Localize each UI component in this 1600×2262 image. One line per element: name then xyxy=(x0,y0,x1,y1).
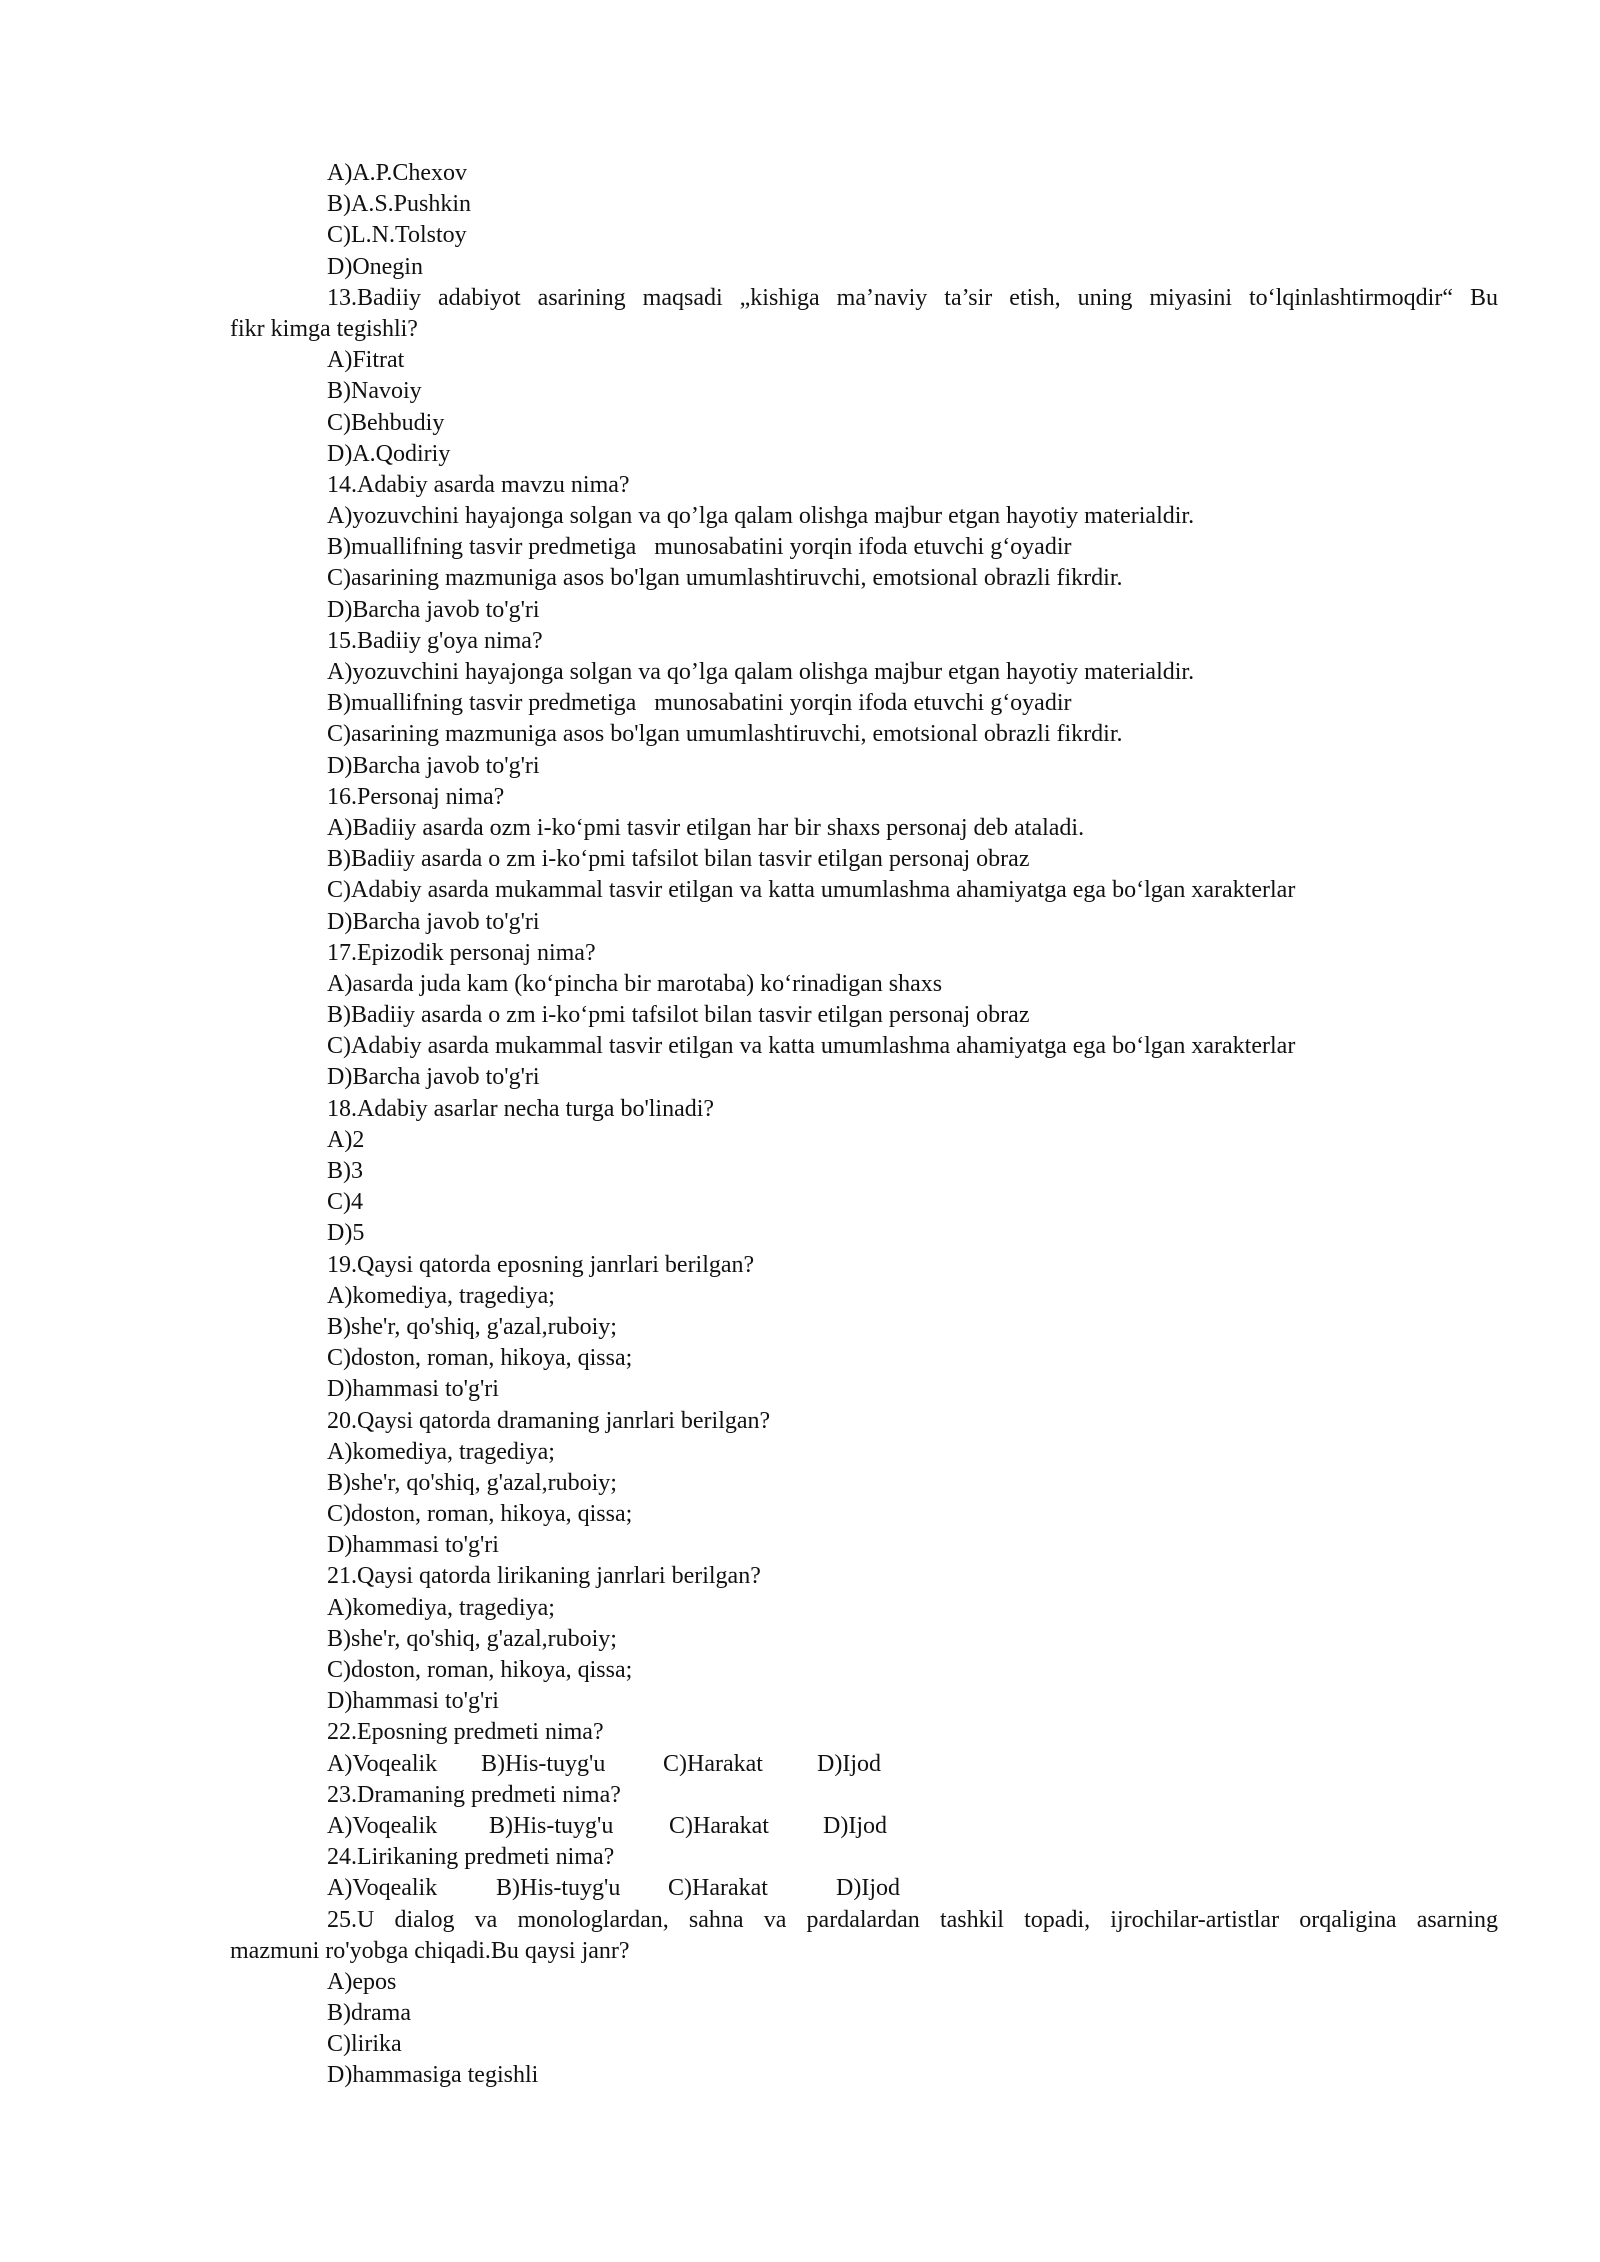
option-d: D)Onegin xyxy=(327,253,423,280)
option-b: B)she'r, qo'shiq, g'azal,ruboiy; xyxy=(327,1469,617,1496)
document-page xyxy=(0,158,1600,2092)
option-b: B)she'r, qo'shiq, g'azal,ruboiy; xyxy=(327,1625,617,1652)
option-c: C)asarining mazmuniga asos bo'lgan umumlashtiruvchi, emotsional obrazli fikrdir. xyxy=(327,565,1123,592)
option-c: C)doston, roman, hikoya, qissa; xyxy=(327,1501,633,1528)
option-a: A)2 xyxy=(327,1126,365,1153)
option-a: A)A.P.Chexov xyxy=(327,160,468,186)
option-a: A)yozuvchini hayajonga solgan va qo’lga qalam olishga majbur etgan hayotiy materialdir. xyxy=(327,503,1195,530)
question-25: 25.U dialog va monologlardan, sahna va pardalardan tashkil topadi, ijrochilar-artistlar orqaligina asarning xyxy=(327,1906,1498,1933)
options-row-24 xyxy=(0,1873,1600,1904)
option-d: D)hammasiga tegishli xyxy=(327,2062,539,2089)
option-d: D)Ijod xyxy=(836,1875,900,1902)
option-a: A)komediya, tragediya; xyxy=(327,1282,555,1309)
option-b: B)A.S.Pushkin xyxy=(327,191,472,218)
option-a: A)Badiiy asarda ozm i-ko‘pmi tasvir etilgan har bir shaxs personaj deb ataladi. xyxy=(327,814,1085,841)
question-20: 20.Qaysi qatorda dramaning janrlari berilgan? xyxy=(327,1407,771,1434)
option-a: A)Voqealik xyxy=(327,1875,438,1902)
option-c: C)Harakat xyxy=(668,1875,768,1902)
question-13-continued: fikr kimga tegishli? xyxy=(230,315,418,342)
option-b: B)Badiiy asarda o zm i-ko‘pmi tafsilot bilan tasvir etilgan personaj obraz xyxy=(327,846,1030,873)
options-row-22 xyxy=(0,1749,1600,1780)
option-b: B)Navoiy xyxy=(327,378,422,405)
option-d: D)hammasi to'g'ri xyxy=(327,1376,499,1403)
option-d: D)A.Qodiriy xyxy=(327,440,451,467)
option-c: C)Adabiy asarda mukammal tasvir etilgan va katta umumlashma ahamiyatga ega bo‘lgan xarakterlar xyxy=(327,1033,1296,1060)
question-24: 24.Lirikaning predmeti nima? xyxy=(327,1844,615,1871)
question-16: 16.Personaj nima? xyxy=(327,783,505,810)
option-d: D)hammasi to'g'ri xyxy=(327,1532,499,1559)
option-b: B)His-tuyg'u xyxy=(481,1750,606,1777)
option-b: B)drama xyxy=(327,2000,411,2027)
option-b: B)muallifning tasvir predmetiga munosabatini yorqin ifoda etuvchi g‘oyadir xyxy=(327,690,1072,717)
option-d: D)Barcha javob to'g'ri xyxy=(327,596,540,623)
option-a: A)Voqealik xyxy=(327,1750,438,1777)
option-a: A)asarda juda kam (ko‘pincha bir marotaba) ko‘rinadigan shaxs xyxy=(327,970,943,997)
option-d: D)Barcha javob to'g'ri xyxy=(327,908,540,935)
question-23: 23.Dramaning predmeti nima? xyxy=(327,1781,621,1808)
question-21: 21.Qaysi qatorda lirikaning janrlari berilgan? xyxy=(327,1563,761,1590)
option-b: B)Badiiy asarda o zm i-ko‘pmi tafsilot bilan tasvir etilgan personaj obraz xyxy=(327,1002,1030,1029)
option-a: A)komediya, tragediya; xyxy=(327,1594,555,1621)
option-b: B)His-tuyg'u xyxy=(489,1812,614,1839)
question-15: 15.Badiiy g'oya nima? xyxy=(327,627,543,654)
option-c: C)asarining mazmuniga asos bo'lgan umumlashtiruvchi, emotsional obrazli fikrdir. xyxy=(327,721,1123,748)
option-d: D)Barcha javob to'g'ri xyxy=(327,1064,540,1091)
option-d: D)Barcha javob to'g'ri xyxy=(327,752,540,779)
options-row-23 xyxy=(0,1811,1600,1842)
option-a: A)epos xyxy=(327,1968,397,1995)
option-d: D)Ijod xyxy=(817,1750,881,1777)
option-b: B)His-tuyg'u xyxy=(496,1875,621,1902)
question-22: 22.Eposning predmeti nima? xyxy=(327,1719,604,1746)
option-c: C)Harakat xyxy=(663,1750,763,1777)
question-25-continued: mazmuni ro'yobga chiqadi.Bu qaysi janr? xyxy=(230,1937,630,1964)
question-13: 13.Badiiy adabiyot asarining maqsadi „kishiga ma’naviy ta’sir etish, uning miyasini to‘lqinlashtirmoqdir“ Bu xyxy=(327,284,1498,311)
option-c: C)lirika xyxy=(327,2031,402,2058)
option-c: C)Behbudiy xyxy=(327,409,445,436)
question-18: 18.Adabiy asarlar necha turga bo'linadi? xyxy=(327,1095,715,1122)
option-b: B)3 xyxy=(327,1158,363,1184)
option-b: B)she'r, qo'shiq, g'azal,ruboiy; xyxy=(327,1313,617,1340)
option-c: C)4 xyxy=(327,1189,363,1216)
option-d: D)hammasi to'g'ri xyxy=(327,1688,499,1715)
question-17: 17.Epizodik personaj nima? xyxy=(327,939,596,966)
option-c: C)doston, roman, hikoya, qissa; xyxy=(327,1657,633,1683)
option-b: B)muallifning tasvir predmetiga munosabatini yorqin ifoda etuvchi g‘oyadir xyxy=(327,534,1072,561)
question-14: 14.Adabiy asarda mavzu nima? xyxy=(327,471,630,498)
question-19: 19.Qaysi qatorda eposning janrlari berilgan? xyxy=(327,1251,755,1278)
option-c: C)doston, roman, hikoya, qissa; xyxy=(327,1345,633,1372)
option-c: C)L.N.Tolstoy xyxy=(327,222,467,249)
option-a: A)komediya, tragediya; xyxy=(327,1438,555,1465)
option-a: A)yozuvchini hayajonga solgan va qo’lga qalam olishga majbur etgan hayotiy materialdir. xyxy=(327,659,1195,685)
option-a: A)Voqealik xyxy=(327,1812,438,1839)
option-c: C)Harakat xyxy=(669,1812,769,1839)
option-d: D)5 xyxy=(327,1220,365,1247)
option-d: D)Ijod xyxy=(823,1812,887,1839)
option-a: A)Fitrat xyxy=(327,347,405,374)
option-c: C)Adabiy asarda mukammal tasvir etilgan va katta umumlashma ahamiyatga ega bo‘lgan xarakterlar xyxy=(327,877,1296,904)
